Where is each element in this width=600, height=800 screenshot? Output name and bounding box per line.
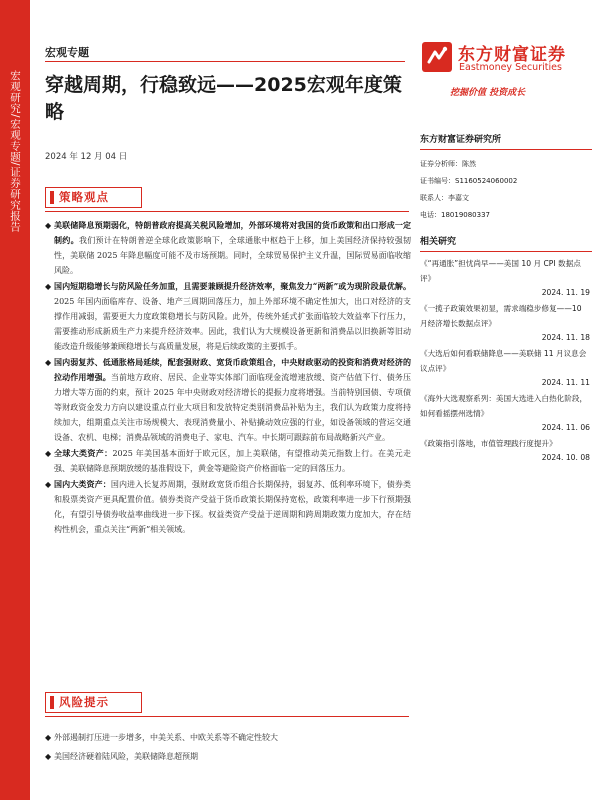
bullet-lead: 国内大类资产：: [54, 479, 111, 489]
analyst-info: [420, 156, 592, 224]
strategy-bullet: [45, 355, 411, 445]
bullet-marker: ◆: [45, 358, 52, 367]
sidebar-category-text: 宏观研究/宏观专题/证券研究报告: [9, 70, 21, 233]
bullet-body: 2025 年国内面临库存、设备、地产三周期回落压力，加上外部环境不确定性加大，出口对经济的支撑作用减弱，需要更大力度政策稳增长与防风险。此外，传统外延式扩张面临较大效益率下行压力，需要推动形成新质生产力来提升经济效率。因此，我们认为大规模设备更新和消费品以旧换新等旧动能改造升级能够兼顾稳增长与高质量发展，将是后续政策的主要抓手。: [54, 297, 411, 351]
contact-person: 联系人：李嘉文: [420, 194, 469, 202]
related-item-date: 2024. 11. 19: [541, 288, 590, 297]
brand-logo: [420, 38, 590, 80]
risk-heading-box: [45, 692, 142, 713]
risk-item: [45, 749, 411, 764]
related-item[interactable]: [420, 301, 592, 342]
bullet-body: 2025 年美国基本面好于欧元区，加上美联储，有望推动美元指数上行。在美元走强、美联储降息预期放缓的基准假设下，黄金等避险资产价格面临一定的回落压力。: [54, 449, 411, 473]
bullet-marker: ◆: [45, 752, 52, 761]
related-item[interactable]: [420, 391, 592, 432]
analyst-name: 证券分析师：陈然: [420, 160, 476, 168]
bullet-body: 当前地方政府、居民、企业等实体部门面临现金流增速放缓、资产估值下行、债务压力增大等方面的约束，预计 2025 年中央财政对经济增长的提振力度将增强。当前特别国债、专项债等财政资金发力方向以建设重点行业大项目和发放特定类别消费品补贴为主，我们认为政策力度将持续加大，组期重点关注市场规模大、表现消费量小、补贴撬动效应强的行业，如设备领域的营运交通设备、农机、电梯；消费品领域的消费电子、家电、汽车。中长期可跟踪前布局战略新兴产业。: [54, 373, 412, 442]
sidebar-band: [0, 0, 30, 800]
bullet-lead: 全球大类资产：: [54, 448, 113, 458]
related-item-title[interactable]: 《大选后如何看联储降息——美联储 11 月议息会议点评》: [420, 349, 587, 373]
strategy-heading-box: [45, 187, 142, 208]
related-item[interactable]: [420, 256, 592, 297]
risk-text: 美国经济硬着陆风险，美联储降息超预期: [54, 752, 198, 761]
analyst-license: 证书编号：S1160524060002: [420, 177, 518, 185]
risk-list: [45, 730, 411, 768]
related-item-title[interactable]: 《一揽子政策效果初显，需求端稳步修复——10 月经济增长数据点评》: [420, 304, 582, 328]
heading-accent-bar: [50, 191, 54, 204]
related-item[interactable]: [420, 436, 592, 462]
related-item-title[interactable]: 《海外大选观察系列：美国大选进入白热化阶段，如何看摇摆州选情》: [420, 394, 588, 418]
bullet-marker: ◆: [45, 480, 52, 489]
bullet-body: 国内进入长复苏周期，强财政宽货币组合长期保持，弱复苏、低利率环境下，债券类和股票类资产更具配置价值。债券类资产受益于货币政策长期保持宽松，政策利率进一步下行预期强化，有望引导债券收益率曲线进一步下探。权益类资产受益于逆周期和跨周期政策力度加大，存在结构性机会，重点关注“两新”相关领域。: [54, 480, 412, 534]
risk-text: 外部遏制打压进一步增多，中美关系、中欧关系等不确定性较大: [54, 733, 278, 742]
risk-divider: [45, 716, 409, 717]
institute-heading: 东方财富证券研究所: [420, 132, 592, 150]
strategy-bullet: [45, 218, 411, 278]
contact-phone: 电话：18019080337: [420, 211, 490, 219]
brand-logo-icon: [420, 40, 454, 74]
strategy-bullets: [45, 218, 411, 538]
title-divider: [45, 61, 405, 62]
related-item-date: 2024. 11. 06: [541, 423, 590, 432]
related-item-title[interactable]: 《“再通胀”担忧尚早——美国 10 月 CPI 数据点评》: [420, 259, 581, 283]
brand-name-en: Eastmoney Securities: [459, 62, 562, 73]
bullet-marker: ◆: [45, 449, 52, 458]
bullet-marker: ◆: [45, 733, 52, 742]
related-item-date: 2024. 10. 08: [541, 453, 590, 462]
related-item[interactable]: [420, 346, 592, 387]
related-research-heading: 相关研究: [420, 234, 592, 252]
related-item-date: 2024. 11. 18: [541, 333, 590, 342]
bullet-marker: ◆: [45, 221, 52, 230]
brand-name-cn: 东方财富证券: [458, 45, 566, 65]
strategy-heading: 策略观点: [59, 190, 109, 204]
heading-accent-bar: [50, 696, 54, 709]
strategy-bullet: [45, 279, 411, 354]
right-column: [420, 132, 592, 462]
section-label: 宏观专题: [45, 46, 89, 59]
related-item-date: 2024. 11. 11: [541, 378, 590, 387]
bullet-body: 我们预计在特朗普逆全球化政策影响下，全球通胀中枢趋于上移，加上美国经济保持较强韧性，美联储 2025 年降息幅度可能不及市场预期。同时，全球贸易保护主义升温，国际贸易面临收缩风险。: [54, 236, 412, 275]
strategy-bullet: [45, 446, 411, 476]
bullet-lead: 美联储降息预期弱化，特朗普政府提高关税风险增加，外部环境将对我国的货币政策和出口形成一定制约。: [54, 220, 411, 245]
related-item-title[interactable]: 《政策指引落地，市值管理践行度提升》: [420, 439, 557, 448]
bullet-lead: 国内短期稳增长与防风险任务加重，且需要兼顾提升经济效率，聚焦发力“两新”或为现阶段最优解。: [54, 281, 411, 291]
report-date: 2024 年 12 月 04 日: [45, 152, 128, 162]
report-title: 穿越周期，行稳致远——2025宏观年度策略: [45, 74, 402, 123]
strategy-bullet: [45, 477, 411, 537]
bullet-marker: ◆: [45, 282, 52, 291]
brand-tagline: 挖掘价值 投资成长: [450, 88, 526, 98]
bullet-lead: 国内弱复苏、低通胀格局延续，配套强财政、宽货币政策组合，中央财政驱动的投资和消费对经济的拉动作用增强。: [54, 357, 411, 382]
strategy-divider: [45, 211, 409, 212]
risk-item: [45, 730, 411, 745]
risk-heading: 风险提示: [59, 695, 109, 709]
